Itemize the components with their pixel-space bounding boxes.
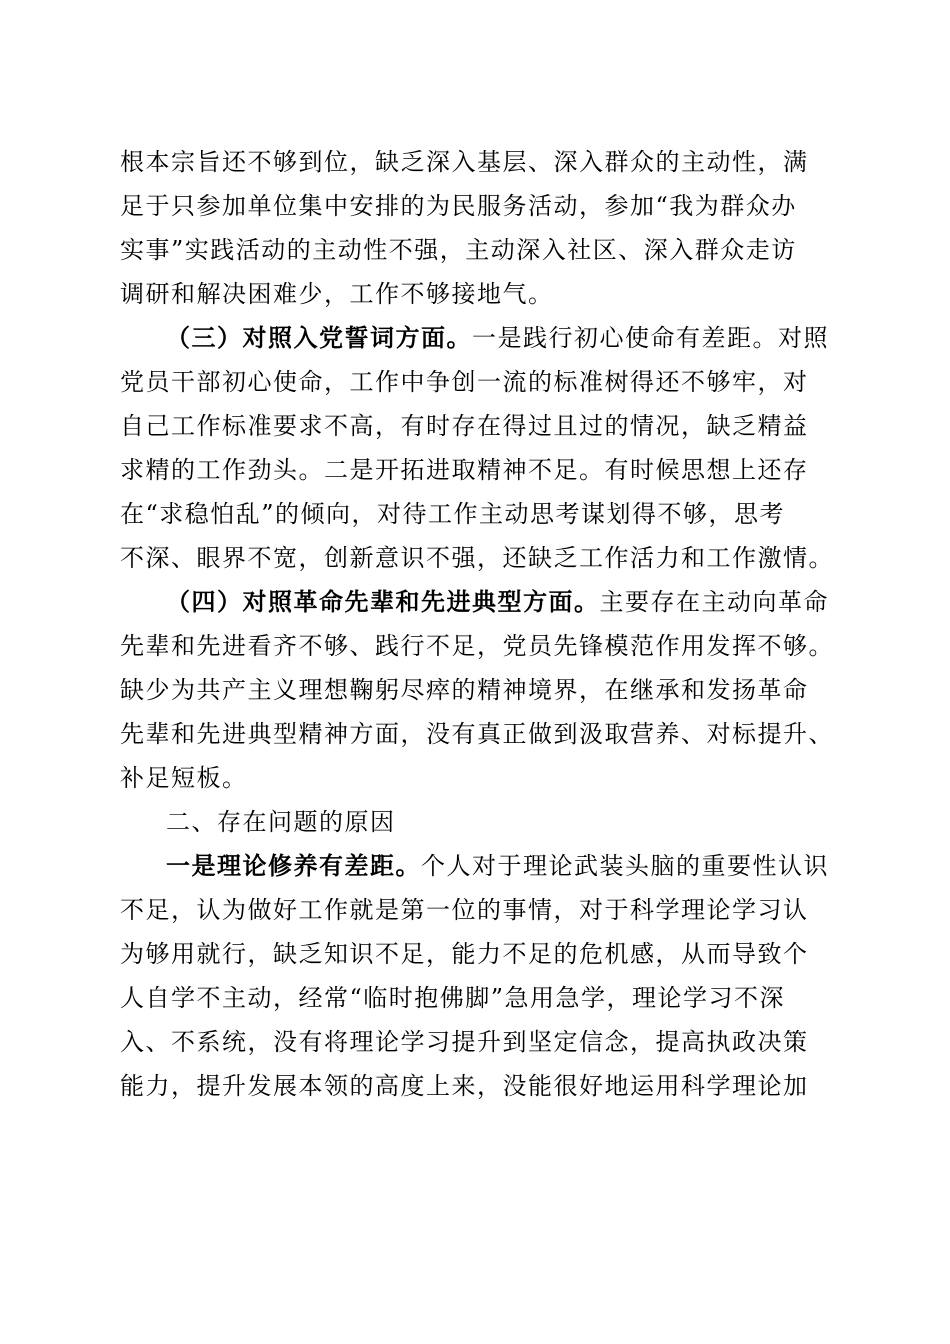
paragraph-line: 不足，认为做好工作就是第一位的事情，对于科学理论学习认	[120, 896, 809, 924]
section4-heading: （四）对照革命先辈和先进典型方面。	[166, 587, 600, 616]
section3-heading: （三）对照入党誓词方面。	[166, 323, 472, 352]
paragraph-line: 求精的工作劲头。二是开拓进取精神不足。有时候思想上还存	[120, 456, 809, 484]
paragraph-line: 不深、眼界不宽，创新意识不强，还缺乏工作活力和工作激情。	[120, 544, 834, 572]
paragraph-line: 在“求稳怕乱”的倾向，对待工作主动思考谋划得不够，思考	[120, 500, 786, 528]
paragraph-line: 先辈和先进典型精神方面，没有真正做到汲取营养、对标提升、	[120, 720, 834, 748]
paragraph-line: 根本宗旨还不够到位，缺乏深入基层、深入群众的主动性，满	[120, 148, 809, 176]
part2-heading: 二、存在问题的原因	[166, 808, 396, 836]
paragraph-line: 人自学不主动，经常“临时抱佛脚”急用急学，理论学习不深	[120, 984, 786, 1012]
part2-first-line	[166, 844, 829, 888]
paragraph-line: 能力，提升发展本领的高度上来，没能很好地运用科学理论加	[120, 1072, 809, 1100]
paragraph-line: 为够用就行，缺乏知识不足，能力不足的危机感，从而导致个	[120, 940, 809, 968]
section4-first-line-text: 主要存在主动向革命	[599, 588, 829, 616]
section3-first-line-text: 一是践行初心使命有差距。对照	[472, 324, 829, 352]
paragraph-line: 调研和解决困难少，工作不够接地气。	[120, 280, 554, 308]
paragraph-line: 自己工作标准要求不高，有时存在得过且过的情况，缺乏精益	[120, 412, 809, 440]
part2-sub-heading: 一是理论修养有差距。	[166, 851, 421, 880]
paragraph-line: 实事”实践活动的主动性不强，主动深入社区、深入群众走访	[120, 236, 797, 264]
paragraph-line: 先辈和先进看齐不够、践行不足，党员先锋模范作用发挥不够。	[120, 632, 834, 660]
paragraph-line: 入、不系统，没有将理论学习提升到坚定信念，提高执政决策	[120, 1028, 809, 1056]
part2-first-line-text: 个人对于理论武装头脑的重要性认识	[421, 852, 829, 880]
section4-first-line	[166, 580, 829, 624]
section3-first-line	[166, 316, 829, 360]
paragraph-line: 党员干部初心使命，工作中争创一流的标准树得还不够牢，对	[120, 368, 809, 396]
paragraph-line: 补足短板。	[120, 764, 248, 792]
paragraph-line: 足于只参加单位集中安排的为民服务活动，参加“我为群众办	[120, 192, 797, 220]
paragraph-line: 缺少为共产主义理想鞠躬尽瘁的精神境界，在继承和发扬革命	[120, 676, 809, 704]
